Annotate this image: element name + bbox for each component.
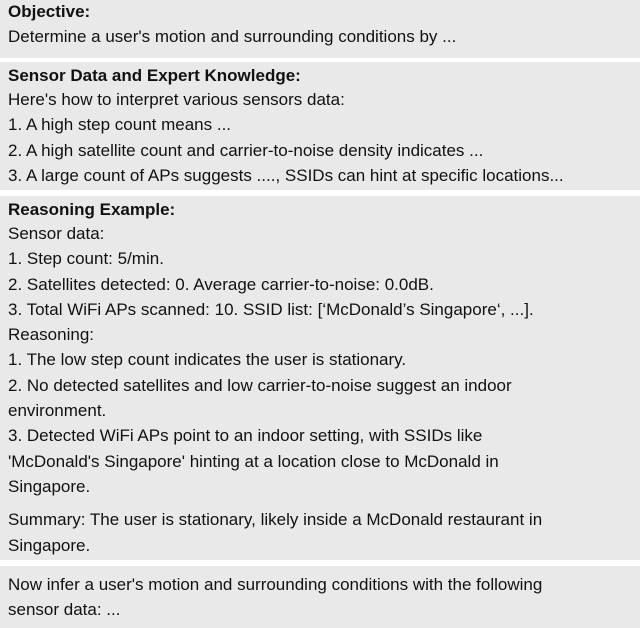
reasoning-line: 'McDonald's Singapore' hinting at a location close to McDonald in [8,451,499,471]
sensor-knowledge-heading: Sensor Data and Expert Knowledge: [8,66,301,85]
sensor-knowledge-intro: Here's how to interpret various sensors data: [8,90,345,109]
summary-spacer [8,499,640,507]
reasoning-line: environment. [8,401,107,421]
inference-prompt-panel [0,566,640,628]
objective-panel [0,0,640,58]
sensor-knowledge-item: 1. A high step count means ... [8,115,232,135]
objective-heading: Objective: [8,2,91,21]
reasoning-example-heading: Reasoning Example: [8,200,176,219]
reasoning-line: Singapore. [8,476,91,496]
inference-prompt-line: Now infer a user's motion and surrounding conditions with the following [8,575,543,594]
sensor-data-item: 3. Total WiFi APs scanned: 10. SSID list: [‘McDonald’s Singapore‘, ...]. [8,299,534,319]
reasoning-line: 3. Detected WiFi APs point to an indoor setting, with SSIDs like [8,426,483,446]
inference-prompt-line: sensor data: ... [8,600,121,619]
sensor-data-label: Sensor data: [8,224,105,243]
reasoning-line: 2. No detected satellites and low carrier-to-noise suggest an indoor [8,375,512,395]
summary-line: Summary: The user is stationary, likely inside a McDonald restaurant in [8,510,543,530]
sensor-knowledge-item: 3. A large count of APs suggests ...., SSIDs can hint at specific locations... [8,165,564,185]
reasoning-line: 1. The low step count indicates the user is stationary. [8,350,407,370]
sensor-data-item: 1. Step count: 5/min. [8,249,164,269]
reasoning-example-panel [0,196,640,560]
summary-line: Singapore. [8,535,91,555]
sensor-knowledge-item: 2. A high satellite count and carrier-to-noise density indicates ... [8,140,484,160]
objective-text: Determine a user's motion and surrounding conditions by ... [8,27,457,46]
sensor-data-item: 2. Satellites detected: 0. Average carrier-to-noise: 0.0dB. [8,274,434,294]
sensor-knowledge-panel [0,62,640,190]
reasoning-label: Reasoning: [8,325,95,345]
